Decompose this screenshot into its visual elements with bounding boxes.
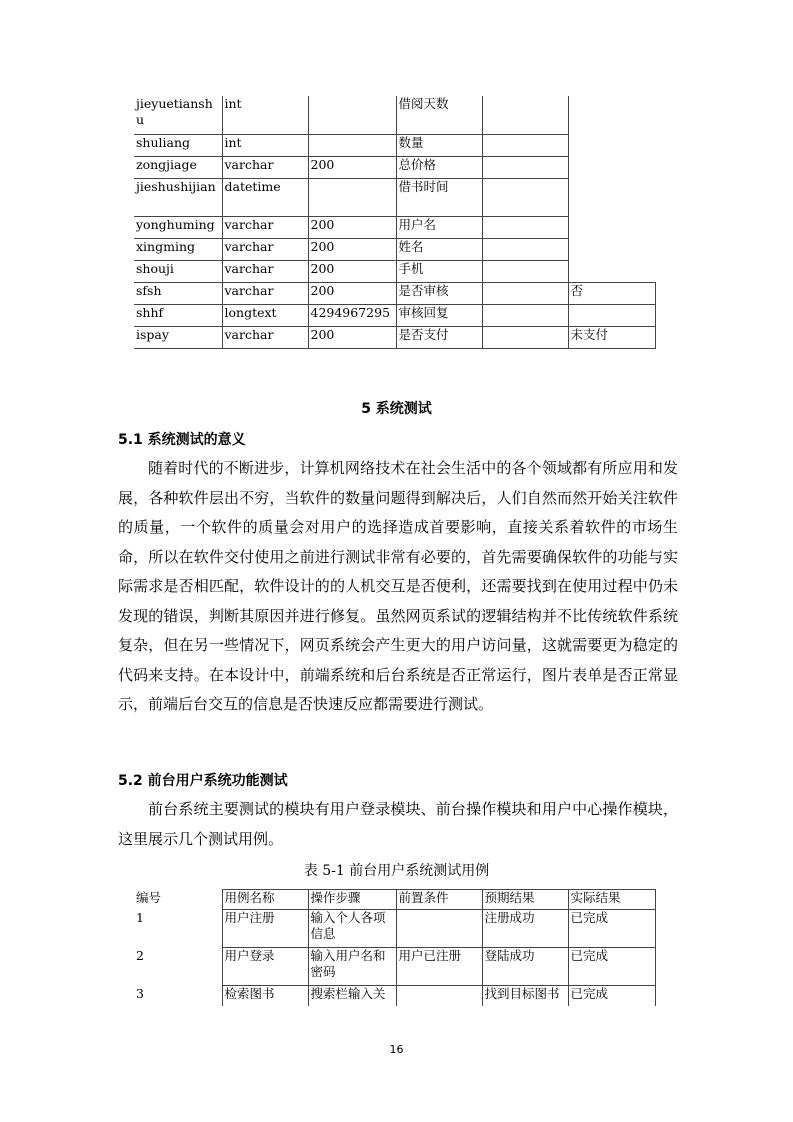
table-cell: varchar: [222, 282, 308, 304]
table-cell: 输入个人各项信息: [308, 910, 396, 948]
table-cell: [482, 178, 568, 216]
table-cell: 借阅天数: [396, 96, 482, 134]
table-row: [134, 156, 655, 178]
table-cell: [482, 216, 568, 238]
table-row: [134, 238, 655, 260]
table-cell: 注册成功: [482, 910, 568, 948]
table-cell: 是否支付: [396, 326, 482, 348]
table-row: [134, 986, 655, 1006]
table-cell: 检索图书: [222, 986, 308, 1006]
table-cell: 用户登录: [222, 948, 308, 986]
table-cell: int: [222, 134, 308, 156]
table-cell: 审核回复: [396, 304, 482, 326]
table-cell: 手机: [396, 260, 482, 282]
table-cell: [568, 238, 655, 260]
table-cell: 已完成: [568, 986, 655, 1006]
table-cell: 找到目标图书: [482, 986, 568, 1006]
table-cell: 已完成: [568, 910, 655, 948]
table-cell: 2: [134, 948, 222, 986]
table-cell: jieyuetianshu: [134, 96, 222, 134]
table-cell: [308, 178, 396, 216]
table-cell: int: [222, 96, 308, 134]
table-cell: 数量: [396, 134, 482, 156]
table-cell: varchar: [222, 216, 308, 238]
table-cell: 姓名: [396, 238, 482, 260]
page-number: 16: [389, 1043, 404, 1056]
table-cell: [482, 96, 568, 134]
table-cell: varchar: [222, 260, 308, 282]
field-table: [134, 96, 656, 349]
table-cell: [568, 178, 655, 216]
table-row: [134, 282, 655, 304]
table-row: [134, 910, 655, 948]
table-cell: 200: [308, 260, 396, 282]
section-heading-5-2: 5.2 前台用户系统功能测试: [118, 773, 288, 789]
table-cell: [396, 986, 482, 1006]
table-cell: jieshushijian: [134, 178, 222, 216]
test-case-table: [134, 889, 656, 1006]
table-cell: [568, 156, 655, 178]
section-heading-5-1: 5.1 系统测试的意义: [118, 432, 246, 448]
table-cell: [482, 260, 568, 282]
table-header-cell: 操作步骤: [308, 890, 396, 910]
table-cell: 借书时间: [396, 178, 482, 216]
table-cell: [482, 238, 568, 260]
section-paragraph-5-2: 前台系统主要测试的模块有用户登录模块、前台操作模块和用户中心操作模块，这里展示几个测试用例。: [118, 800, 678, 848]
table-cell: datetime: [222, 178, 308, 216]
table-header-cell: 用例名称: [222, 890, 308, 910]
table-cell: 3: [134, 986, 222, 1006]
table-row: [134, 260, 655, 282]
table-cell: [568, 96, 655, 134]
table-cell: [568, 304, 655, 326]
table-cell: [568, 260, 655, 282]
table-cell: 登陆成功: [482, 948, 568, 986]
table-cell: [308, 96, 396, 134]
table-cell: shuliang: [134, 134, 222, 156]
table-cell: 1: [134, 910, 222, 948]
table-cell: [482, 282, 568, 304]
table-cell: shhf: [134, 304, 222, 326]
table-row: [134, 96, 655, 134]
table-cell: [482, 304, 568, 326]
table-cell: 200: [308, 156, 396, 178]
table-cell: 用户已注册: [396, 948, 482, 986]
table-cell: 输入用户名和密码: [308, 948, 396, 986]
table-cell: yonghuming: [134, 216, 222, 238]
table-header-cell: 前置条件: [396, 890, 482, 910]
table-cell: varchar: [222, 238, 308, 260]
table-cell: shouji: [134, 260, 222, 282]
table-cell: [482, 134, 568, 156]
table-row: [134, 134, 655, 156]
table-cell: xingming: [134, 238, 222, 260]
table-cell: 200: [308, 216, 396, 238]
section-paragraph-5-1: 随着时代的不断进步，计算机网络技术在社会生活中的各个领域都有所应用和发展，各种软件层出不穷，当软件的数量问题得到解决后，人们自然而然开始关注软件的质量，一个软件的质量会对用户的选择造成首要影响，直接关系着软件的市场生命，所以在软件交付使用之前进行测试非常有必要的，首先需要确保软件的功能与实际需求是否相匹配，软件设计的的人机交互是否便利，还需要找到在使用过程中仍未发现的错误，判断其原因并进行修复。虽然网页系试的逻辑结构并不比传统软件系统复杂，但在另一些情况下，网页系统会产生更大的用户访问量，这就需要更为稳定的代码来支持。在本设计中，前端系统和后台系统是否正常运行，图片表单是否正常显示，前端后台交互的信息是否快速反应都需要进行测试。: [118, 459, 678, 713]
table-cell: ispay: [134, 326, 222, 348]
table-cell: 总价格: [396, 156, 482, 178]
table-row: [134, 326, 655, 348]
table-cell: [396, 910, 482, 948]
table-cell: [308, 134, 396, 156]
table-cell: 是否审核: [396, 282, 482, 304]
table-header-cell: 预期结果: [482, 890, 568, 910]
table-cell: 已完成: [568, 948, 655, 986]
chapter-title: 5 系统测试: [361, 401, 432, 417]
table-cell: 用户名: [396, 216, 482, 238]
table-cell: varchar: [222, 156, 308, 178]
table-cell: 用户注册: [222, 910, 308, 948]
table-header-cell: 编号: [134, 890, 222, 910]
table-cell: 搜索栏输入关: [308, 986, 396, 1006]
table-cell: 200: [308, 282, 396, 304]
table-header-cell: 实际结果: [568, 890, 655, 910]
table-row: [134, 948, 655, 986]
table-cell: [482, 326, 568, 348]
table-cell: 200: [308, 326, 396, 348]
table-cell: longtext: [222, 304, 308, 326]
table-row: [134, 178, 655, 216]
table-row: [134, 304, 655, 326]
table-row: [134, 216, 655, 238]
table-cell: 否: [568, 282, 655, 304]
table-cell: [568, 134, 655, 156]
table-cell: [482, 156, 568, 178]
table-cell: 4294967295: [308, 304, 396, 326]
table-caption: 表 5-1 前台用户系统测试用例: [303, 863, 490, 879]
table-cell: 200: [308, 238, 396, 260]
table-cell: 未支付: [568, 326, 655, 348]
table-cell: sfsh: [134, 282, 222, 304]
table-header-row: [134, 890, 655, 910]
table-cell: [568, 216, 655, 238]
table-cell: varchar: [222, 326, 308, 348]
table-cell: zongjiage: [134, 156, 222, 178]
